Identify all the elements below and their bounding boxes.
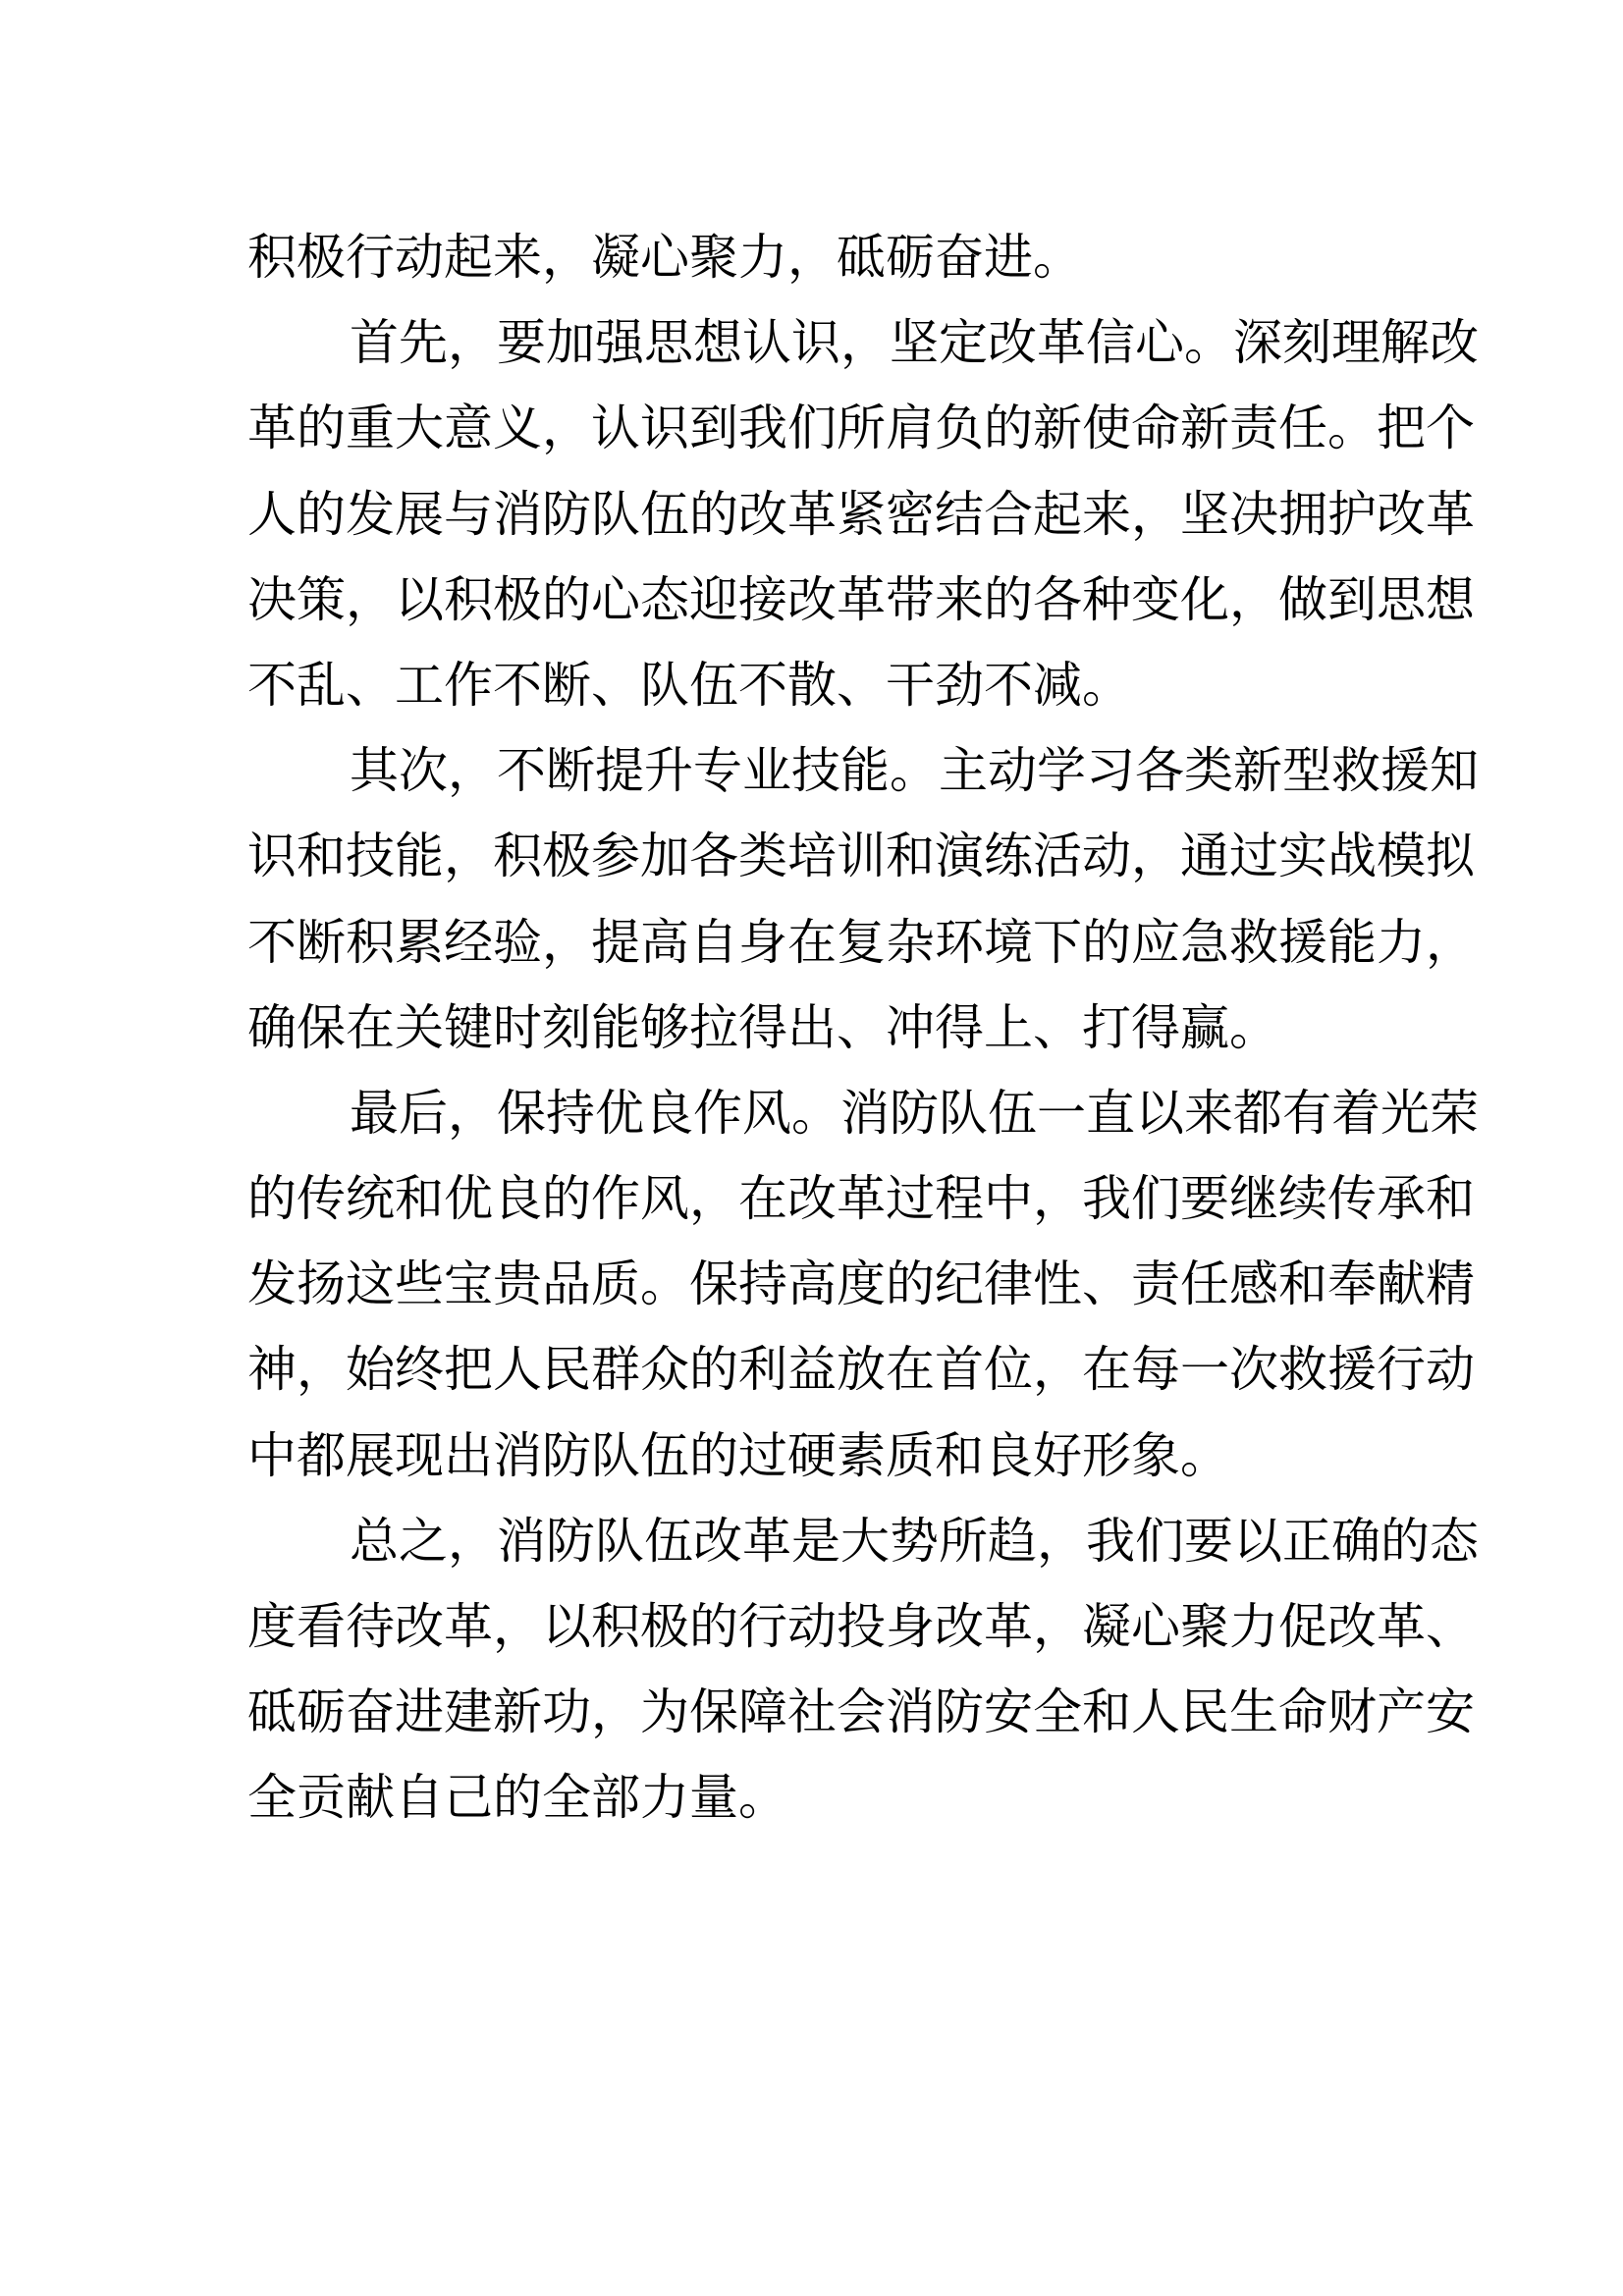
text-line: 决策，以积极的心态迎接改革带来的各种变化，做到思想: [247, 570, 1475, 628]
paragraph: [247, 300, 1479, 728]
text-line: 革的重大意义，认识到我们所肩负的新使命新责任。把个: [247, 400, 1475, 457]
paragraph: [247, 728, 1479, 1071]
text-line: 不断积累经验，提高自身在复杂环境下的应急救援能力，: [247, 913, 1475, 971]
text-line: 确保在关键时刻能够拉得出、冲得上、打得赢。: [247, 998, 1278, 1056]
paragraph: [247, 1499, 1479, 1842]
text-line: 全贡献自己的全部力量。: [247, 1769, 787, 1827]
text-line: 度看待改革，以积极的行动投身改革，凝心聚力促改革、: [247, 1598, 1475, 1655]
text-line: 最后，保持优良作风。消防队伍一直以来都有着光荣: [350, 1084, 1479, 1142]
text-line: 积极行动起来，凝心聚力，砥砺奋进。: [247, 229, 1082, 286]
text-line: 人的发展与消防队伍的改革紧密结合起来，坚决拥护改革: [247, 485, 1475, 543]
text-line: 砥砺奋进建新功，为保障社会消防安全和人民生命财产安: [247, 1683, 1475, 1741]
text-line: 中都展现出消防队伍的过硬素质和良好形象。: [247, 1426, 1229, 1484]
paragraph: [247, 1071, 1479, 1499]
text-line: 的传统和优良的作风，在改革过程中，我们要继续传承和: [247, 1170, 1475, 1228]
text-line: 总之，消防队伍改革是大势所趋，我们要以正确的态: [350, 1512, 1479, 1570]
text-line: 神，始终把人民群众的利益放在首位，在每一次救援行动: [247, 1341, 1475, 1399]
text-line: 其次，不断提升专业技能。主动学习各类新型救援知: [350, 742, 1479, 800]
document-body: [247, 215, 1479, 1842]
text-line: 识和技能，积极参加各类培训和演练活动，通过实战模拟: [247, 828, 1475, 885]
paragraph: [247, 215, 1386, 300]
text-line: 发扬这些宝贵品质。保持高度的纪律性、责任感和奉献精: [247, 1255, 1475, 1313]
text-line: 首先，要加强思想认识，坚定改革信心。深刻理解改: [350, 314, 1479, 372]
text-line: 不乱、工作不断、队伍不散、干劲不减。: [247, 656, 1131, 714]
